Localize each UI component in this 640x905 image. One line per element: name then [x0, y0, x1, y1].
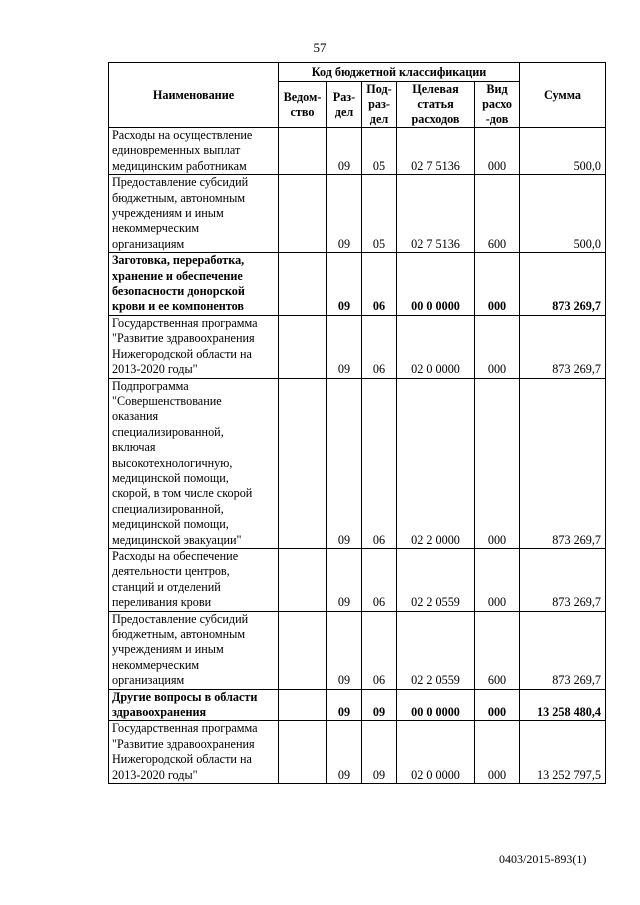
row-subsection: 09: [362, 689, 397, 721]
row-expense-kind: 000: [475, 721, 520, 784]
row-target-article: 02 2 0559: [397, 548, 475, 611]
row-name: Государственная программа "Развитие здравоохранения Нижегородской области на 2013-2020 годы": [109, 721, 279, 784]
row-section: 09: [327, 175, 362, 253]
row-expense-kind: 600: [475, 175, 520, 253]
row-sum: 873 269,7: [520, 548, 606, 611]
row-section: 09: [327, 253, 362, 316]
row-target-article: 02 0 0000: [397, 315, 475, 378]
row-section: 09: [327, 611, 362, 689]
row-target-article: 00 0 0000: [397, 689, 475, 721]
header-target-article: Целевая статья расходов: [397, 82, 475, 128]
row-subsection: 06: [362, 315, 397, 378]
table-row: [109, 548, 606, 611]
row-expense-kind: 000: [475, 253, 520, 316]
row-subsection: 06: [362, 548, 397, 611]
row-subsection: 09: [362, 721, 397, 784]
table-row: [109, 253, 606, 316]
row-section: 09: [327, 378, 362, 548]
header-subsection: Под- раз- дел: [362, 82, 397, 128]
header-name: Наименование: [109, 63, 279, 128]
row-name: Предоставление субсидий бюджетным, автономным учреждениям и иным некоммерческим организациям: [109, 611, 279, 689]
row-name: Заготовка, переработка, хранение и обеспечение безопасности донорской крови и ее компонентов: [109, 253, 279, 316]
table-row: [109, 721, 606, 784]
row-department: [279, 721, 327, 784]
row-target-article: 02 7 5136: [397, 128, 475, 175]
row-expense-kind: 000: [475, 378, 520, 548]
row-name: Подпрограмма "Совершенствование оказания специализированной, включая высокотехнологичную, медицинской помощи, скорой, в том числе скорой специализированной, медицинской помощи, медицинской эвакуации": [109, 378, 279, 548]
row-department: [279, 128, 327, 175]
row-sum: 500,0: [520, 128, 606, 175]
row-subsection: 05: [362, 175, 397, 253]
table-row: [109, 689, 606, 721]
row-department: [279, 611, 327, 689]
row-subsection: 06: [362, 378, 397, 548]
row-department: [279, 378, 327, 548]
row-department: [279, 548, 327, 611]
row-subsection: 05: [362, 128, 397, 175]
table-body: [109, 128, 606, 784]
table-row: [109, 378, 606, 548]
row-name: Расходы на обеспечение деятельности центров, станций и отделений переливания крови: [109, 548, 279, 611]
header-code-group: Код бюджетной классификации: [279, 63, 520, 82]
row-target-article: 02 0 0000: [397, 721, 475, 784]
row-section: 09: [327, 548, 362, 611]
row-target-article: 02 2 0000: [397, 378, 475, 548]
table-row: [109, 611, 606, 689]
row-expense-kind: 600: [475, 611, 520, 689]
row-name: Расходы на осуществление единовременных выплат медицинским работникам: [109, 128, 279, 175]
table-row: [109, 315, 606, 378]
header-sum: Сумма: [520, 63, 606, 128]
row-sum: 500,0: [520, 175, 606, 253]
row-expense-kind: 000: [475, 548, 520, 611]
row-subsection: 06: [362, 253, 397, 316]
row-department: [279, 253, 327, 316]
row-section: 09: [327, 315, 362, 378]
budget-table: [108, 62, 606, 784]
row-expense-kind: 000: [475, 128, 520, 175]
row-department: [279, 689, 327, 721]
row-target-article: 00 0 0000: [397, 253, 475, 316]
row-expense-kind: 000: [475, 689, 520, 721]
header-expense-kind: Вид расхо -дов: [475, 82, 520, 128]
table-row: [109, 128, 606, 175]
row-section: 09: [327, 689, 362, 721]
document-code: 0403/2015-893(1): [499, 852, 587, 866]
table-row: [109, 175, 606, 253]
row-name: Предоставление субсидий бюджетным, автономным учреждениям и иным некоммерческим организациям: [109, 175, 279, 253]
row-section: 09: [327, 721, 362, 784]
row-subsection: 06: [362, 611, 397, 689]
header-department: Ведом- ство: [279, 82, 327, 128]
row-sum: 873 269,7: [520, 315, 606, 378]
header-section: Раз- дел: [327, 82, 362, 128]
row-sum: 13 252 797,5: [520, 721, 606, 784]
row-target-article: 02 7 5136: [397, 175, 475, 253]
page-number: 57: [313, 40, 327, 55]
row-section: 09: [327, 128, 362, 175]
row-expense-kind: 000: [475, 315, 520, 378]
row-sum: 873 269,7: [520, 253, 606, 316]
row-department: [279, 315, 327, 378]
row-name: Другие вопросы в области здравоохранения: [109, 689, 279, 721]
row-target-article: 02 2 0559: [397, 611, 475, 689]
row-sum: 873 269,7: [520, 378, 606, 548]
row-name: Государственная программа "Развитие здравоохранения Нижегородской области на 2013-2020 годы": [109, 315, 279, 378]
row-sum: 873 269,7: [520, 611, 606, 689]
row-department: [279, 175, 327, 253]
row-sum: 13 258 480,4: [520, 689, 606, 721]
